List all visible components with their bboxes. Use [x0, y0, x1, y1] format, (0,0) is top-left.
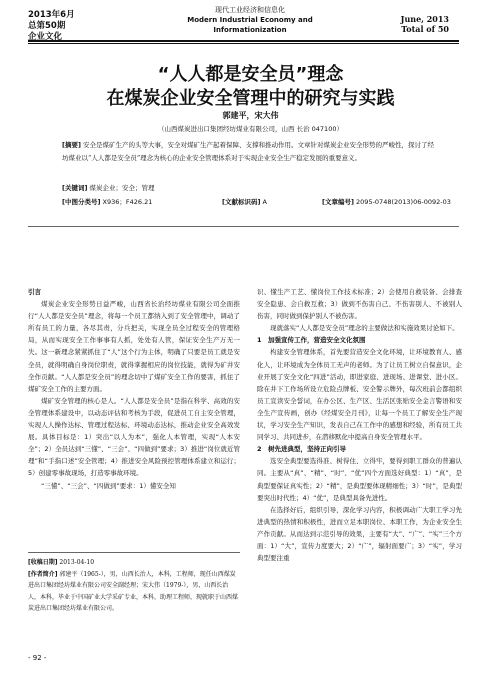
section-heading: 1 加强宣传工作，营造安全文化氛围 [257, 336, 366, 345]
author-bio-text: 郭建平（1965-），男，山西长治人，本科，工程师，现任山西煤炭进出口集团经坊煤业有限公司安全副经理；宋大伟（1979-），男，山西长治人，本科，毕业于中国矿业大学采矿专业，本科，助理工程师，现就职于山西煤炭进出口集团经坊煤业有限公司。 [28, 570, 239, 612]
section-heading: 引言 [28, 288, 41, 296]
issue-number: 总第50期 [28, 21, 66, 31]
date-en: June, 2013 [400, 14, 449, 24]
body-paragraph: “三懂”、“三会”、“四做到”要求：1）懂安全知 [41, 481, 176, 490]
received-value: 2013-04-10 [59, 559, 95, 566]
article-authors: 郭建平，宋大伟 [222, 111, 279, 120]
author-bio-label: [作者简介] [28, 570, 58, 578]
total-en: Total of 50 [401, 24, 449, 34]
keywords-label: [关键词] [62, 184, 88, 192]
article-title-line-1: “人人都是安全员”理念 [157, 64, 344, 85]
article-no-value: 2095-0748(2013)06-0092-03 [356, 198, 451, 206]
body-paragraph: 识、懂生产工艺、懂岗位工作技术标准；2）会使用自救装备、会排查安全隐患、会自救互救；3）做到不伤害自己、不伤害别人、不被别人伤害，同时做到保护别人不被伤害。 [257, 288, 462, 321]
body-paragraph: 在选择好后，组织引导，深化学习内容，积极调动广大职工学习先进典型的热情和积极性，进而立足本职岗位、本职工作，为企业安全生产作贡献。从而达到示范引导的效果，主要有“大”、“广”、“实”三个方面：1）“大”，宣传力度要大；2）“广”，辐射面要广；3）“实”，学习典型要注重 [257, 505, 462, 563]
body-paragraph: 煤矿安全管理的核心是人。“人人都是安全员”是指在科学、高效的安全管理体系建设中，以动态评估和考核为手段，促进员工自主安全管理，实现人人操作达标、管理过程达标、环境动态达标，推动企业安全高效发展。具体目标是：1）突出“以人为本”，强化人本管理，实现“人本安全”；2）全员达到“三懂”、“三会”、“四做到”要求；3）推进“岗位就近管理”和“手指口述”安全管理；4）推进安全风险预控管理体系建立和运行；5）创建零事故现场，打造零事故环境。 [28, 396, 240, 478]
header-rule-thin [28, 43, 459, 44]
classification-line [62, 197, 451, 206]
body-paragraph: 构建安全管理体系，首先要营造安全文化环境，让环境教育人、感化人，让环境成为全体员工无声的老师。为了让员工树立自保意识，企业开展了安全文化“四进”活动，即进家庭、进现场、进课堂、进小区。除在井下工作场所设立危险点牌板、安全警示牌外，每次班前会都组织员工宣读安全誓词，在办公区、生产区、生活区张贴安全金言警语和安全生产宣传画，创办《经煤安全月刊》，让每一个员工了解安全生产现状，学习安全生产知识，发表自己在工作中的感想和经验，所有员工共同学习、共同进步，在潜移默化中提高自身安全管理水平。 [257, 348, 462, 442]
abstract-separator [28, 226, 459, 227]
body-column-right [257, 286, 462, 564]
journal-name-en: Modern Industrial Economy and Informationization [187, 16, 313, 34]
keywords [62, 183, 155, 192]
body-column-left [28, 286, 240, 492]
section-heading: 2 树先进典型，坚持正向引导 [257, 445, 347, 454]
running-header-center [150, 5, 350, 35]
abstract-label: [摘要] [62, 141, 81, 149]
clc-label: [中图分类号] [62, 198, 101, 206]
abstract-text: 安全是煤矿生产的头等大事，安全对煤矿生产起着保障、支撑和推动作用。文章针对煤炭企业安全形势的严峻性，探讨了经坊煤业以“人人都是安全员”理念为核心的企业安全管理体系对于实现企业安全生产稳定发展的重要意义。 [62, 141, 435, 162]
body-paragraph: 煤炭企业安全形势日益严峻，山西省长治经坊煤业有限公司全面推行“人人都是安全员”理念，将每一个员工都纳入到了安全管理中，调动了所有员工的力量，各尽其责，分兵把关，实现全员全过程安全的管理格局，从而实现安全工作事事有人抓，处处有人管，保证安全生产万无一失。这一新理念紧紧抓住了“人”这个行为主体，明确了只要是员工就是安全员，就得明确自身岗位职责，就得掌握相应的岗位技能，就得为矿井安全作贡献。“人人都是安全员”的理念切中了煤矿安全工作的要害，抓住了煤矿安全工作的主要方面。 [28, 300, 240, 393]
abstract [62, 139, 436, 165]
article-title-line-2: 在煤炭企业安全管理中的研究与实践 [106, 88, 395, 109]
received-date [28, 557, 240, 569]
issue-date: 2013年6月 [28, 10, 75, 20]
body-paragraph: 现就落实“人人都是安全员”理念的主要做法和实施效果讨论如下。 [270, 324, 459, 333]
running-header-right [401, 14, 449, 34]
doc-code-value: A [262, 198, 267, 206]
clc-value: X936；F426.21 [102, 198, 153, 206]
footnote-rule [28, 552, 240, 553]
column-name: 企业文化 [28, 32, 63, 42]
author-bio [28, 569, 240, 615]
keywords-text: 煤炭企业；安全；管理 [89, 184, 155, 192]
doc-code-label: [文献标识码] [222, 198, 261, 206]
page-number: - 92 - [28, 654, 47, 662]
header-rule [28, 40, 459, 42]
body-paragraph: 选安全典型要选得准、树得住、立得牢，要得到职工群众的普遍认同。主要从“真”、“精”、“时”、“优”四个方面选好典型：1）“真”，是典型要保证真实性；2）“精”，是典型要体现精细性；3）“时”，是典型要突出时代性；4）“优”，是典型具备先进性。 [257, 457, 462, 502]
running-header-left [28, 10, 75, 43]
received-label: [收稿日期] [28, 559, 58, 566]
article-affiliation: （山西煤炭进出口集团经坊煤业有限公司，山西 长治 047100） [158, 125, 343, 133]
article-no-label: [文章编号] [322, 198, 354, 206]
footnote [28, 557, 240, 615]
journal-name-cn: 现代工业经济和信息化 [215, 6, 285, 14]
